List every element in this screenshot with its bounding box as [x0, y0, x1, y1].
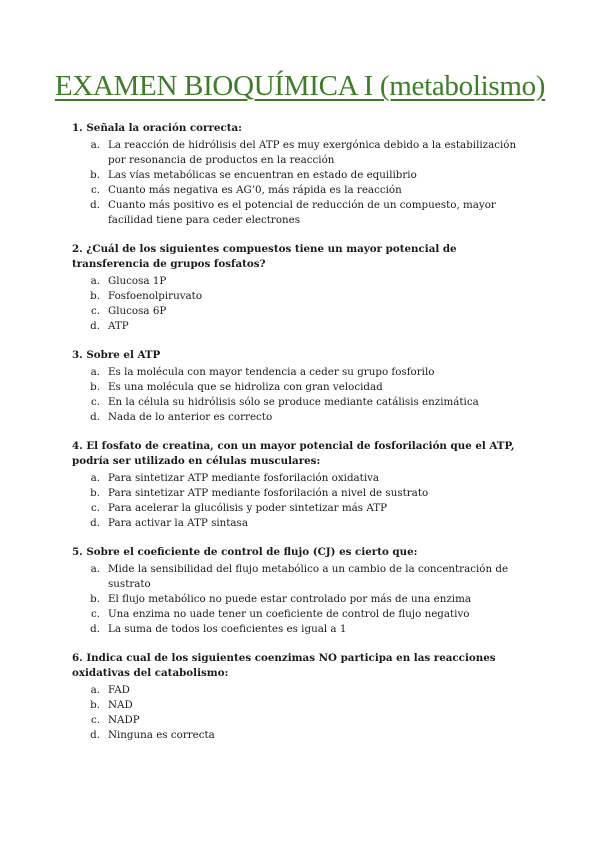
option-text: Es una molécula que se hidroliza con gran velocidad: [108, 381, 383, 393]
option-text: Para acelerar la glucólisis y poder sintetizar más ATP: [108, 502, 388, 514]
option-item: [72, 198, 532, 228]
question-heading: 5. Sobre el coeficiente de control de flujo (CJ) es cierto que:: [72, 546, 418, 558]
option-letter: a.: [90, 275, 100, 287]
option-letter: b.: [90, 381, 100, 393]
option-item: [72, 319, 532, 334]
option-text: En la célula su hidrólisis sólo se produce mediante catálisis enzimática: [108, 396, 479, 408]
option-text: Glucosa 1P: [108, 275, 167, 287]
option-letter: a.: [90, 139, 100, 151]
option-letter: c.: [90, 608, 100, 620]
option-letter: c.: [90, 396, 100, 408]
question-2: [72, 242, 532, 334]
option-item: [72, 380, 532, 395]
question-heading: 4. El fosfato de creatina, con un mayor potencial de fosforilación que el ATP, podría ser utilizado en células musculares:: [72, 440, 515, 467]
option-text: NADP: [108, 714, 140, 726]
option-list: [72, 138, 532, 228]
option-letter: a.: [90, 563, 100, 575]
option-item: [72, 289, 532, 304]
option-item: [72, 607, 532, 622]
question-4: [72, 439, 532, 531]
option-list: [72, 365, 532, 425]
option-letter: d.: [90, 623, 100, 635]
option-item: [72, 274, 532, 289]
option-item: [72, 516, 532, 531]
option-letter: b.: [90, 699, 100, 711]
option-letter: a.: [90, 472, 100, 484]
option-text: Una enzima no uade tener un coeficiente de control de flujo negativo: [108, 608, 470, 620]
option-item: [72, 713, 532, 728]
question-heading: 3. Sobre el ATP: [72, 349, 161, 361]
question-5: [72, 545, 532, 637]
option-item: [72, 592, 532, 607]
option-letter: b.: [90, 290, 100, 302]
question-6: [72, 651, 532, 743]
option-text: Cuanto más negativa es AG’0, más rápida es la reacción: [108, 184, 402, 196]
option-item: [72, 365, 532, 380]
question-3: [72, 348, 532, 425]
question-heading: 1. Señala la oración correcta:: [72, 122, 242, 134]
option-text: Es la molécula con mayor tendencia a ceder su grupo fosforilo: [108, 366, 435, 378]
option-letter: b.: [90, 169, 100, 181]
option-text: Para sintetizar ATP mediante fosforilación a nivel de sustrato: [108, 487, 429, 499]
option-letter: c.: [90, 184, 100, 196]
option-letter: c.: [90, 714, 100, 726]
option-item: [72, 728, 532, 743]
option-text: ATP: [108, 320, 129, 332]
option-text: Ninguna es correcta: [108, 729, 215, 741]
option-text: Fosfoenolpiruvato: [108, 290, 203, 302]
option-item: [72, 486, 532, 501]
option-item: [72, 622, 532, 637]
option-text: Cuanto más positivo es el potencial de reducción de un compuesto, mayor facilidad tiene para ceder electrones: [108, 199, 496, 226]
exam-content: [72, 121, 532, 757]
option-text: El flujo metabólico no puede estar controlado por más de una enzima: [108, 593, 472, 605]
option-item: [72, 168, 532, 183]
option-text: Para sintetizar ATP mediante fosforilación oxidativa: [108, 472, 380, 484]
option-item: [72, 304, 532, 319]
question-heading: 2. ¿Cuál de los siguientes compuestos tiene un mayor potencial de transferencia de grupos fosfatos?: [72, 243, 457, 270]
option-item: [72, 471, 532, 486]
option-letter: c.: [90, 502, 100, 514]
option-list: [72, 683, 532, 743]
option-text: Las vías metabólicas se encuentran en estado de equilibrio: [108, 169, 417, 181]
option-list: [72, 274, 532, 334]
option-text: La reacción de hidrólisis del ATP es muy exergónica debido a la estabilización por resonancia de productos en la reacción: [108, 139, 517, 166]
option-text: FAD: [108, 684, 130, 696]
option-letter: d.: [90, 320, 100, 332]
option-text: NAD: [108, 699, 133, 711]
option-letter: b.: [90, 593, 100, 605]
question-1: [72, 121, 532, 228]
question-heading: 6. Indica cual de los siguientes coenzimas NO participa en las reacciones oxidativas del catabolismo:: [72, 652, 496, 679]
option-letter: d.: [90, 517, 100, 529]
option-text: Para activar la ATP sintasa: [108, 517, 248, 529]
option-item: [72, 138, 532, 168]
option-text: Mide la sensibilidad del flujo metabólico a un cambio de la concentración de sustrato: [108, 563, 509, 590]
option-text: Glucosa 6P: [108, 305, 167, 317]
option-item: [72, 683, 532, 698]
option-list: [72, 471, 532, 531]
option-item: [72, 395, 532, 410]
option-item: [72, 562, 532, 592]
option-item: [72, 698, 532, 713]
option-letter: d.: [90, 199, 100, 211]
option-letter: c.: [90, 305, 100, 317]
option-item: [72, 410, 532, 425]
option-letter: d.: [90, 729, 100, 741]
page-title: EXAMEN BIOQUÍMICA I (metabolismo): [54, 70, 546, 102]
option-item: [72, 501, 532, 516]
option-text: Nada de lo anterior es correcto: [108, 411, 273, 423]
option-item: [72, 183, 532, 198]
option-letter: b.: [90, 487, 100, 499]
option-text: La suma de todos los coeficientes es igual a 1: [108, 623, 347, 635]
option-letter: a.: [90, 684, 100, 696]
option-list: [72, 562, 532, 637]
option-letter: a.: [90, 366, 100, 378]
option-letter: d.: [90, 411, 100, 423]
